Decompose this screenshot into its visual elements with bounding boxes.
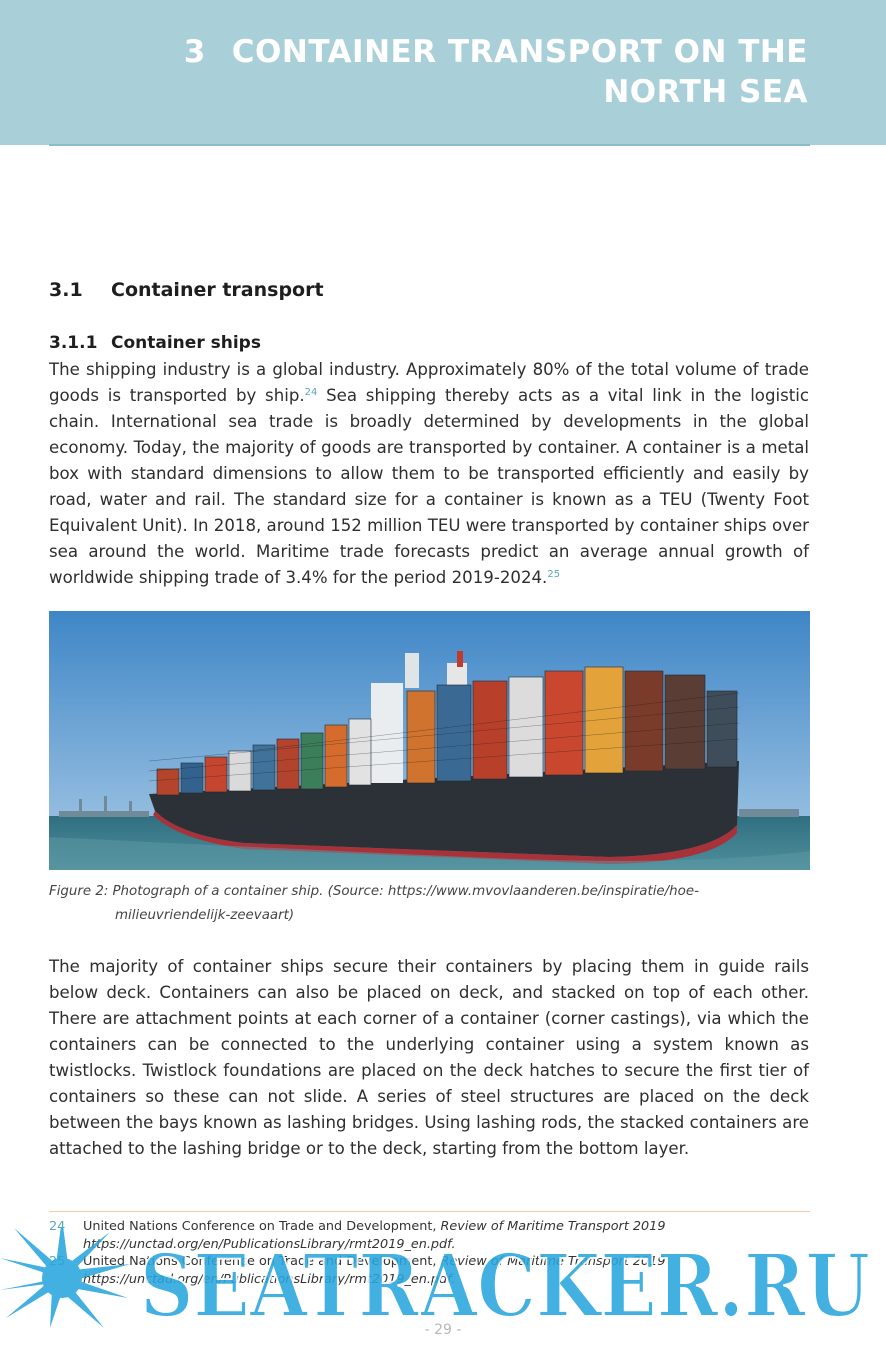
figure-caption bbox=[49, 880, 809, 928]
sunburst-icon bbox=[0, 1228, 130, 1328]
section-number: 3.1 bbox=[49, 279, 83, 301]
paragraph-text: Sea shipping thereby acts as a vital link in the logistic chain. International sea trade is broadly determined by developments in the global economy. Today, the majority of goods are transported by container. A container is a metal box with standard dimensions to allow them to be transported efficiently and easily by road, water and rail. The standard size for a container is known as a TEU (Twenty Foot Equivalent Unit). In 2018, around 152 million TEU were transported by container ships over sea around the world. Maritime trade forecasts predict an average annual growth of worldwide shipping trade of 3.4% for the period 2019-2024. bbox=[49, 386, 809, 587]
footnote-ref-24[interactable]: 24 bbox=[304, 387, 318, 398]
footnote-link[interactable]: Review of Maritime Transport 2019 https://unctad.org/en/PublicationsLibrary/rmt2019_en.pdf. bbox=[83, 1219, 666, 1252]
subsection-title: Container ships bbox=[111, 333, 261, 353]
paragraph-container-securing: The majority of container ships secure their containers by placing them in guide rails below deck. Containers can also be placed on deck, and stacked on top of each other. There are attachment points at each corner of a container (corner castings), via which the containers can be connected to the underlying container using a system known as twistlocks. Twistlock foundations are placed on the deck hatches to secure the first tier of containers so these can not slide. A series of steel structures are placed on the deck between the bays known as lashing bridges. Using lashing rods, the stacked containers are attached to the lashing bridge or to the deck, starting from the bottom layer. bbox=[49, 957, 809, 1158]
banner-divider bbox=[49, 144, 810, 146]
footnote-number: 24 bbox=[49, 1219, 66, 1234]
footnote-source: United Nations Conference on Trade and Development, bbox=[83, 1254, 441, 1269]
chapter-title-line2: NORTH SEA bbox=[603, 74, 808, 110]
footnote-ref-25[interactable]: 25 bbox=[547, 569, 561, 580]
container-ship-photo bbox=[49, 611, 810, 870]
chapter-title-line1: CONTAINER TRANSPORT ON THE bbox=[231, 34, 808, 70]
watermark-text: SEATRACKER.RU bbox=[140, 1236, 870, 1328]
section-title: Container transport bbox=[111, 279, 324, 301]
chapter-number: 3 bbox=[183, 34, 206, 70]
footnote-link[interactable]: Review of Maritime Transport 2019 https://unctad.org/en/PublicationsLibrary/rmt2019_en.pdf. bbox=[83, 1254, 666, 1287]
seatracker-watermark bbox=[0, 1228, 886, 1328]
figure-caption-continuation: milieuvriendelijk-zeevaart) bbox=[115, 908, 295, 923]
page-number: - 29 - bbox=[424, 1322, 462, 1338]
paragraph-text: The shipping industry is a global industry. Approximately 80% of the total volume of trade goods is transported by ship. bbox=[49, 360, 809, 405]
footnote-divider bbox=[49, 1211, 810, 1212]
section-heading bbox=[49, 279, 324, 301]
subsection-number: 3.1.1 bbox=[49, 333, 98, 353]
paragraph-container-ships bbox=[49, 357, 809, 591]
figure-label: Figure 2: bbox=[49, 884, 109, 899]
figure-caption-text: Photograph of a container ship. (Source: https://www.mvovlaanderen.be/inspiratie/hoe- bbox=[112, 884, 699, 899]
footnote-source: United Nations Conference on Trade and Development, bbox=[83, 1219, 441, 1234]
subsection-heading bbox=[49, 333, 261, 353]
chapter-title bbox=[48, 32, 808, 112]
